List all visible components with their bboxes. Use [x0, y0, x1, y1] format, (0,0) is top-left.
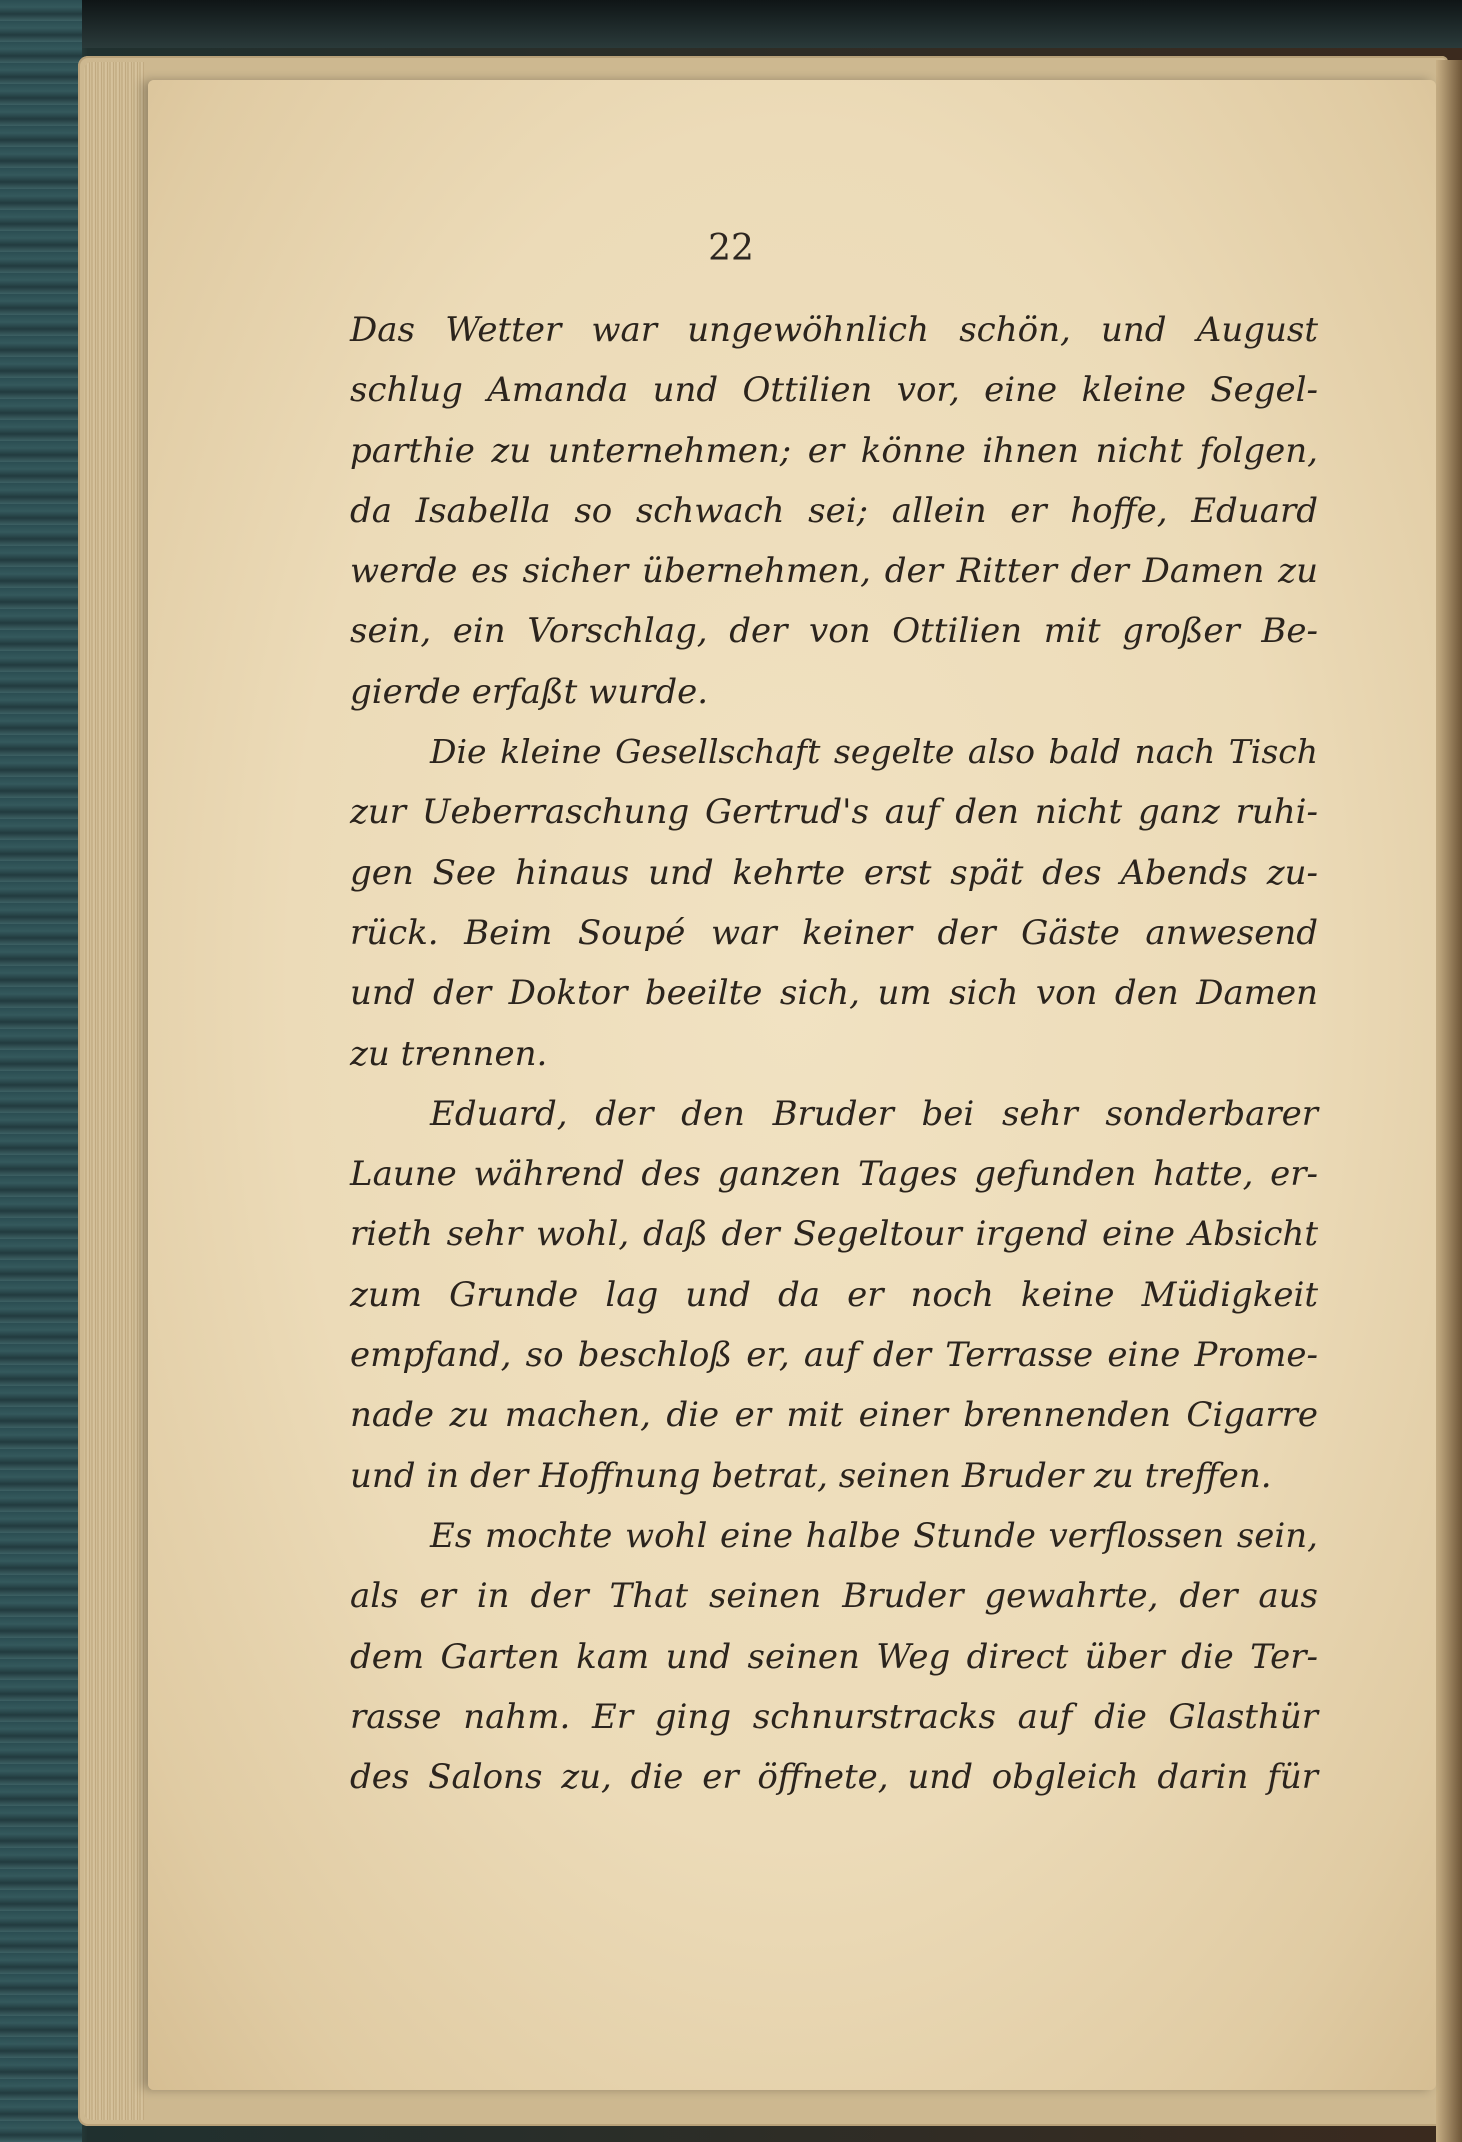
- text-line: werde es sicher übernehmen, der Ritter der Damen zu: [350, 551, 1318, 592]
- text-line: sein, ein Vorschlag, der von Ottilien mit großer Be-: [350, 611, 1318, 652]
- text-line: Eduard, der den Bruder bei sehr sonderbarer: [430, 1093, 1318, 1134]
- text-line: nade zu machen, die er mit einer brennenden Cigarre: [350, 1395, 1318, 1436]
- text-line: gierde erfaßt wurde.: [350, 671, 709, 712]
- text-line: gen See hinaus und kehrte erst spät des Abends zu-: [350, 852, 1318, 893]
- text-line: schlug Amanda und Ottilien vor, eine kleine Segel-: [350, 370, 1318, 411]
- text-line: da Isabella so schwach sei; allein er hoffe, Eduard: [350, 490, 1318, 531]
- text-line: und in der Hoffnung betrat, seinen Bruder zu treffen.: [350, 1455, 1272, 1496]
- text-line: dem Garten kam und seinen Weg direct über die Ter-: [350, 1636, 1318, 1677]
- text-line: Es mochte wohl eine halbe Stunde verflossen sein,: [430, 1515, 1318, 1556]
- text-line: als er in der That seinen Bruder gewahrte, der aus: [350, 1576, 1318, 1617]
- text-line: Das Wetter war ungewöhnlich schön, und August: [350, 310, 1318, 350]
- cover-top-edge: [0, 0, 1462, 48]
- text-line: empfand, so beschloß er, auf der Terrasse eine Prome-: [350, 1335, 1318, 1376]
- page-number: 22: [708, 228, 754, 269]
- text-line: rück. Beim Soupé war keiner der Gäste anwesend: [350, 912, 1318, 953]
- text-line: zur Ueberraschung Gertrud's auf den nicht ganz ruhi-: [350, 792, 1318, 833]
- book-spine: [0, 0, 82, 2142]
- text-line: parthie zu unternehmen; er könne ihnen nicht folgen,: [350, 430, 1318, 471]
- right-page-edge: [1436, 60, 1462, 2142]
- text-line: Die kleine Gesellschaft segelte also bald nach Tisch: [430, 732, 1318, 772]
- text-line: des Salons zu, die er öffnete, und obgleich darin für: [350, 1757, 1318, 1798]
- text-line: zu trennen.: [350, 1033, 548, 1074]
- page-text: [350, 300, 1318, 1807]
- text-line: Laune während des ganzen Tages gefunden hatte, er-: [350, 1154, 1318, 1195]
- text-line: zum Grunde lag und da er noch keine Müdigkeit: [350, 1274, 1318, 1315]
- text-line: und der Doktor beeilte sich, um sich von den Damen: [350, 973, 1318, 1014]
- text-line: rasse nahm. Er ging schnurstracks auf die Glasthür: [350, 1696, 1318, 1737]
- text-line: rieth sehr wohl, daß der Segeltour irgend eine Absicht: [350, 1214, 1318, 1255]
